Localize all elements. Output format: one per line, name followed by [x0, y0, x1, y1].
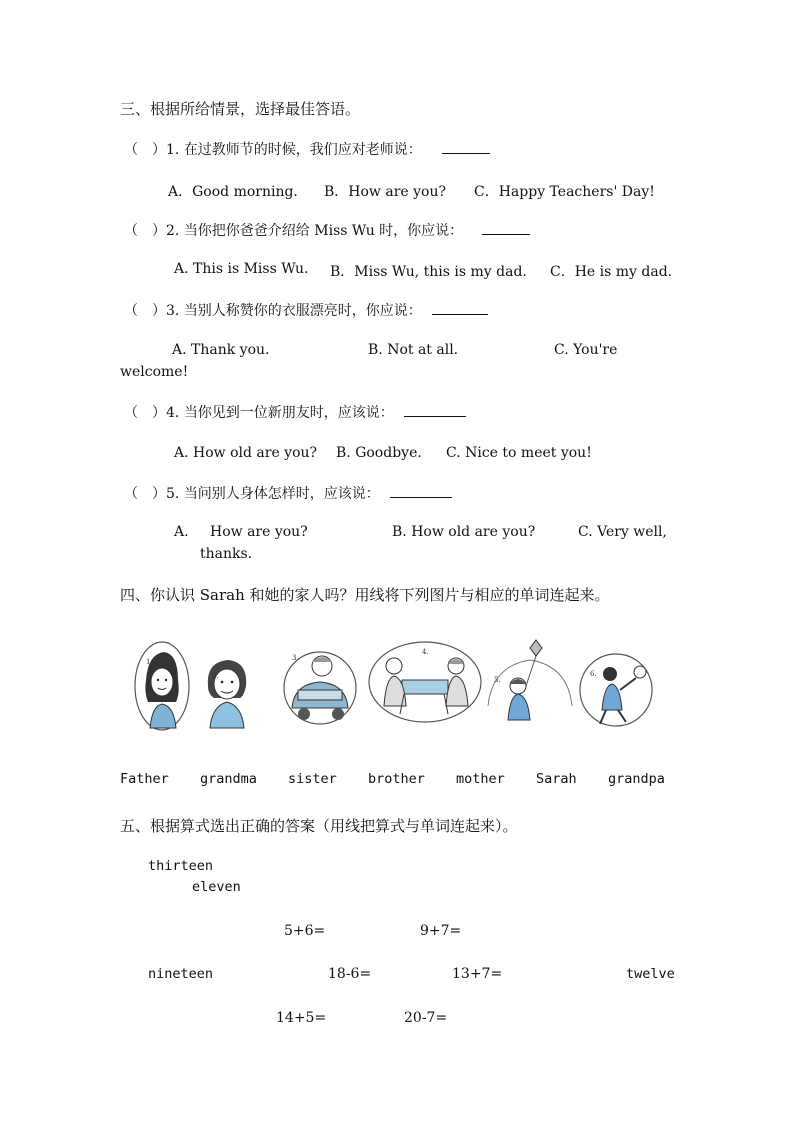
option-a[interactable]: A. How old are you? [174, 445, 318, 461]
option-b[interactable]: B．How are you? [324, 184, 446, 200]
question-prefix: （ ）4. [124, 405, 180, 421]
question-prefix: （ ）5. [124, 486, 180, 502]
svg-text:2.: 2. [212, 672, 219, 680]
question-5 [124, 483, 452, 503]
question-prefix: （ ）3. [124, 303, 180, 319]
equation-18-minus-6[interactable]: 18-6= [328, 966, 372, 982]
family-pictures [132, 636, 672, 736]
sarah-picture[interactable] [488, 640, 572, 720]
question-text: 当别人称赞你的衣服漂亮时，你应说： [183, 303, 422, 319]
question-2 [124, 220, 530, 240]
question-3 [124, 300, 488, 320]
option-b[interactable]: B．Miss Wu, this is my dad. [330, 264, 527, 280]
question-text: 在过教师节的时候，我们应对老师说： [183, 142, 422, 158]
option-a-letter[interactable]: A. [174, 524, 189, 540]
option-c[interactable]: C. Nice to meet you! [446, 445, 592, 461]
question-text: 当你把你爸爸介绍给 Miss Wu 时，你应说： [183, 223, 464, 239]
word-thirteen[interactable]: thirteen [148, 858, 214, 874]
question-1 [124, 139, 490, 159]
option-a[interactable]: A．Good morning. [168, 184, 298, 200]
word-nineteen[interactable]: nineteen [148, 966, 214, 982]
equation-9-plus-7[interactable]: 9+7= [420, 923, 462, 939]
svg-text:5.: 5. [494, 676, 501, 684]
grandparents-picture[interactable] [369, 642, 481, 722]
option-c-continued: thanks. [200, 546, 253, 562]
answer-blank[interactable] [390, 485, 452, 498]
word-grandma[interactable]: grandma [200, 771, 257, 787]
word-twelve[interactable]: twelve [626, 966, 675, 982]
question-4 [124, 402, 466, 422]
grandpa-picture[interactable] [284, 652, 356, 724]
answer-blank[interactable] [432, 302, 488, 315]
word-brother[interactable]: brother [368, 771, 425, 787]
equation-5-plus-6[interactable]: 5+6= [284, 923, 326, 939]
option-c[interactable]: C. Very well, [578, 524, 667, 540]
question-text: 当你见到一位新朋友时，应该说： [183, 405, 394, 421]
question-prefix: （ ）2. [124, 223, 180, 239]
option-a[interactable]: How are you? [210, 524, 308, 540]
word-grandpa[interactable]: grandpa [608, 771, 665, 787]
svg-text:4.: 4. [422, 648, 429, 656]
section5-heading: 五、根据算式选出正确的答案（用线把算式与单词连起来）。 [120, 817, 518, 835]
equation-20-minus-7[interactable]: 20-7= [404, 1010, 448, 1026]
option-a[interactable]: A. This is Miss Wu. [174, 261, 309, 277]
question-prefix: （ ）1. [124, 142, 180, 158]
option-c-continued: welcome! [120, 364, 189, 380]
svg-text:3.: 3. [292, 654, 299, 662]
mother-picture[interactable] [208, 660, 246, 728]
word-eleven[interactable]: eleven [192, 879, 241, 895]
brother-picture[interactable] [580, 654, 652, 726]
word-sister[interactable]: sister [288, 771, 337, 787]
equation-14-plus-5[interactable]: 14+5= [276, 1010, 327, 1026]
option-a[interactable]: A. Thank you. [172, 342, 270, 358]
option-c[interactable]: C．He is my dad. [550, 264, 673, 280]
svg-text:6.: 6. [590, 670, 597, 678]
option-c[interactable]: C．Happy Teachers' Day! [474, 184, 655, 200]
option-c[interactable]: C. You're [554, 342, 618, 358]
equation-13-plus-7[interactable]: 13+7= [452, 966, 503, 982]
word-father[interactable]: Father [120, 771, 169, 787]
word-mother[interactable]: mother [456, 771, 505, 787]
option-b[interactable]: B. Not at all. [368, 342, 459, 358]
section3-heading: 三、根据所给情景，选择最佳答语。 [120, 100, 361, 118]
option-b[interactable]: B. How old are you? [392, 524, 536, 540]
word-sarah[interactable]: Sarah [536, 771, 577, 787]
picture-number: 1. [146, 658, 153, 666]
option-b[interactable]: B. Goodbye. [336, 445, 422, 461]
answer-blank[interactable] [482, 222, 530, 235]
section4-heading: 四、你认识 Sarah 和她的家人吗？用线将下列图片与相应的单词连起来。 [120, 586, 610, 604]
answer-blank[interactable] [442, 141, 490, 154]
answer-blank[interactable] [404, 404, 466, 417]
sister-picture[interactable] [135, 642, 189, 730]
question-text: 当问别人身体怎样时，应该说： [183, 486, 380, 502]
